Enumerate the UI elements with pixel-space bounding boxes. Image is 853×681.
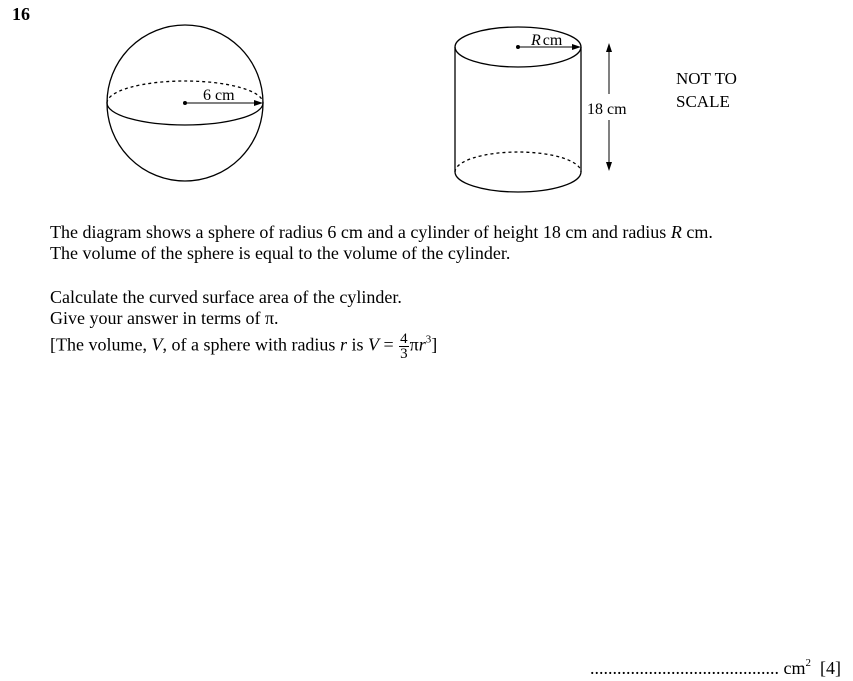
cylinder-height-label: 18 cm	[587, 101, 627, 118]
answer-line[interactable]	[590, 658, 841, 679]
cylinder-radius-label	[530, 32, 563, 49]
cylinder-radius-var: R	[531, 32, 541, 49]
answer-unit: cm	[783, 658, 806, 678]
marks-label: [4]	[820, 658, 841, 678]
scale-note-line1: NOT TO	[676, 69, 737, 88]
sphere-radius-label: 6 cm	[203, 87, 235, 104]
question-text-line4: Give your answer in terms of π.	[50, 308, 279, 328]
question-text-line3: Calculate the curved surface area of the cylinder.	[50, 287, 402, 307]
question-text-line2: The volume of the sphere is equal to the volume of the cylinder.	[50, 243, 511, 263]
answer-dots[interactable]: ..........................................	[590, 658, 779, 678]
diagram	[0, 0, 853, 200]
answer-unit-exponent: 2	[805, 657, 811, 669]
scale-note-line2: SCALE	[676, 92, 730, 111]
question-number: 16	[12, 4, 30, 24]
question-text-line1: The diagram shows a sphere of radius 6 cm and a cylinder of height 18 cm and radius R cm.	[50, 222, 713, 242]
cylinder-radius-unit: cm	[542, 32, 563, 49]
formula-fraction: $\frac{4}{3}$	[400, 331, 408, 362]
cylinder	[455, 27, 581, 192]
formula-line: [The volume, V, of a sphere with radius r is V = $\frac{4}{3}$ $\pi r^3$]	[50, 331, 438, 362]
